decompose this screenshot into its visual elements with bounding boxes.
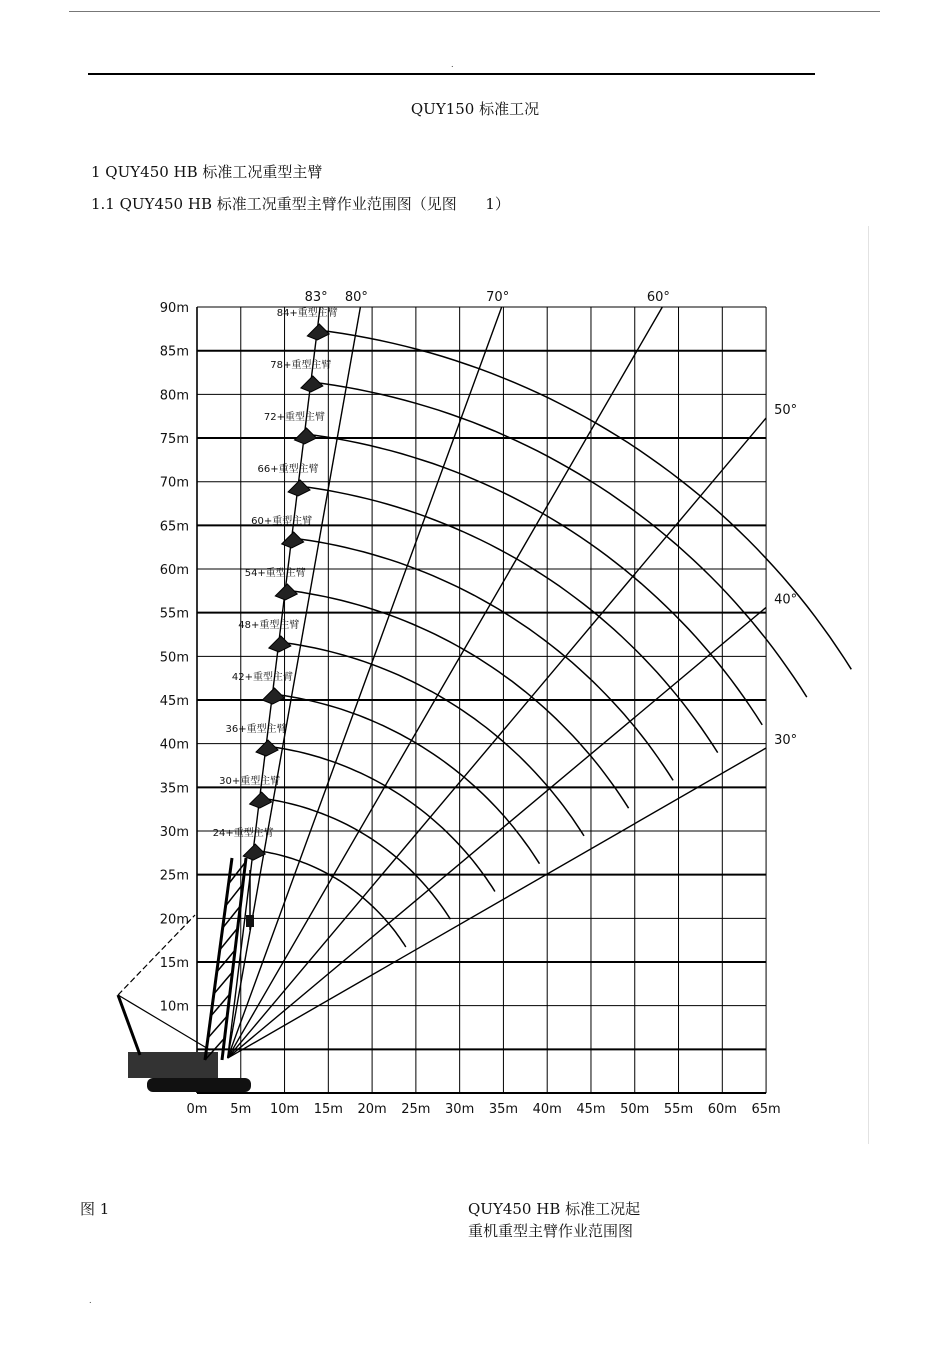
hook-block-icon — [294, 428, 316, 444]
boom-length-label: 78+重型主臂 — [270, 359, 332, 371]
angle-label: 50° — [774, 403, 798, 419]
angle-label: 30° — [774, 732, 798, 748]
y-tick-label: 30m — [159, 825, 189, 841]
x-tick-label: 35m — [488, 1102, 519, 1117]
y-tick-label: 55m — [159, 606, 189, 622]
x-tick-label: 50m — [620, 1102, 650, 1117]
y-tick-label: 40m — [159, 737, 189, 753]
boom-length-curve — [273, 694, 540, 864]
x-tick-label: 45m — [576, 1102, 606, 1117]
figure-caption-line-2: 重机重型主臂作业范围图 — [468, 1222, 634, 1240]
boom-length-label: 48+重型主臂 — [238, 620, 300, 632]
angle-line — [228, 607, 766, 1058]
angle-label: 70° — [486, 290, 510, 306]
hook-block-icon — [269, 636, 291, 652]
boom-length-label: 60+重型主臂 — [251, 515, 313, 527]
crane-boom-icon — [222, 858, 246, 1060]
y-tick-label: 90m — [159, 301, 189, 317]
boom-length-curve — [311, 382, 807, 697]
y-tick-label: 70m — [159, 475, 189, 491]
x-tick-label: 25m — [401, 1102, 431, 1117]
crane-hook-icon — [246, 915, 254, 927]
x-tick-label: 55m — [663, 1102, 694, 1117]
hook-block-icon — [301, 376, 323, 392]
y-tick-label: 65m — [159, 519, 189, 535]
boom-length-curve — [266, 746, 495, 892]
x-tick-label: 10m — [269, 1102, 300, 1117]
angle-label: 80° — [344, 290, 368, 306]
angle-label: 83° — [304, 290, 328, 306]
boom-length-curve — [253, 850, 406, 947]
angle-label: 60° — [646, 290, 670, 306]
footer-dot: . — [89, 1296, 92, 1305]
y-tick-label: 60m — [159, 563, 189, 579]
figure-label: 图 1 — [80, 1200, 110, 1218]
boom-length-curve — [305, 434, 763, 725]
figure-caption — [468, 1198, 640, 1242]
y-tick-label: 35m — [159, 781, 189, 797]
x-tick-label: 30m — [445, 1102, 475, 1117]
hook-block-icon — [262, 688, 284, 704]
y-tick-label: 75m — [159, 432, 189, 448]
angle-line — [228, 748, 766, 1058]
boom-length-label: 54+重型主臂 — [244, 568, 306, 580]
hook-block-icon — [256, 740, 278, 756]
hook-block-icon — [288, 480, 310, 496]
y-tick-label: 10m — [159, 999, 189, 1015]
x-tick-label: 65m — [751, 1102, 781, 1117]
angle-label: 40° — [774, 592, 798, 608]
boom-length-label: 66+重型主臂 — [257, 463, 319, 475]
figure-caption-line-1: QUY450 HB 标准工况起 — [468, 1200, 641, 1218]
hook-block-icon — [250, 792, 272, 808]
y-tick-label: 25m — [159, 868, 189, 884]
y-tick-label: 20m — [159, 912, 189, 928]
y-tick-label: 15m — [159, 956, 189, 972]
crane-crawler-icon — [147, 1078, 251, 1092]
page-title: QUY150 标准工况 — [410, 100, 540, 118]
boom-length-label: 36+重型主臂 — [225, 724, 287, 736]
y-tick-label: 85m — [159, 344, 189, 360]
boom-length-label: 30+重型主臂 — [219, 776, 281, 788]
boom-length-label: 72+重型主臂 — [263, 411, 326, 423]
boom-length-curve — [279, 642, 584, 836]
y-tick-label: 80m — [159, 388, 189, 404]
boom-length-label: 42+重型主臂 — [231, 672, 294, 684]
crane-mast-icon — [118, 995, 140, 1055]
y-tick-label: 45m — [159, 694, 189, 710]
y-tick-label: 50m — [159, 650, 189, 666]
crane-pendant-line — [118, 915, 195, 995]
x-tick-label: 20m — [357, 1102, 387, 1117]
subsection-heading: 1.1 QUY450 HB 标准工况重型主臂作业范围图（见图 1） — [91, 195, 510, 213]
header-dot: . — [451, 60, 454, 69]
x-tick-label: 15m — [313, 1102, 343, 1117]
boom-length-curve — [260, 798, 451, 919]
x-tick-label: 0m — [186, 1102, 208, 1117]
x-tick-label: 60m — [707, 1102, 737, 1117]
x-tick-label: 5m — [230, 1102, 252, 1117]
hook-block-icon — [275, 584, 297, 600]
hook-block-icon — [307, 324, 329, 340]
boom-length-label: 24+重型主臂 — [212, 828, 274, 840]
section-heading: 1 QUY450 HB 标准工况重型主臂 — [91, 163, 323, 181]
boom-length-label: 84+重型主臂 — [276, 307, 338, 319]
x-tick-label: 40m — [532, 1102, 562, 1117]
hook-block-icon — [243, 844, 265, 860]
